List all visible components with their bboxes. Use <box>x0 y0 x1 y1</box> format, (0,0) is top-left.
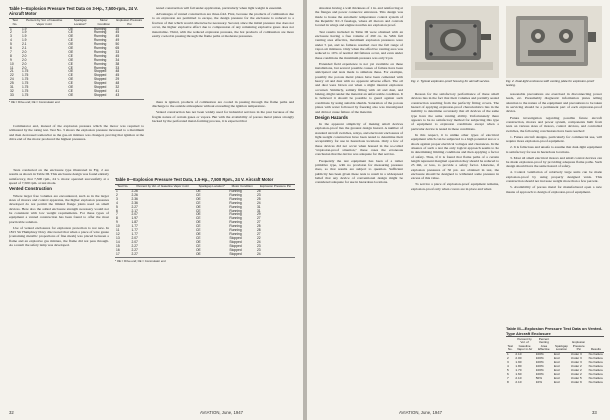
table-3-cell: No Failure <box>588 367 603 372</box>
paragraph: 5. Availability of porous metal for manufactured open a new means of approach to design of explosion-proof equipment. <box>506 185 602 194</box>
table-3-cell: End <box>553 379 560 384</box>
table-3-cell: Under 3 <box>570 352 582 357</box>
table-2-cell: OE <box>195 231 201 236</box>
table-1-cell: 41 <box>115 89 120 93</box>
table-3-cell: 100% <box>535 352 544 357</box>
table-2-cell: 17 <box>116 251 120 256</box>
table-3-cell: 1.70 <box>515 367 522 372</box>
table-2-cell: CE <box>195 192 201 197</box>
figure-1-caption: Fig. 1. Typical explosion-proof housing for aircraft service. <box>411 79 491 83</box>
table-2-cell: Stopped <box>229 239 242 244</box>
table-1-cell: 31 <box>10 85 14 90</box>
table-3-cell: 6 <box>507 371 509 376</box>
table-2 <box>115 177 295 263</box>
table-1-cell: 3 <box>10 34 12 39</box>
table-1-cell: CE <box>68 61 74 66</box>
table-2-cell: Running <box>229 231 242 236</box>
table-3-cell: 8 <box>507 379 509 384</box>
paragraph: Test results included in Table III were obtained with an enclosure having a free volume of 290 cu. in. With full venting area effective, maximum explosion pressures were under 5 psi, and no failures resulted over the full range of vapor-air mixtures. Only when the effective venting area was reduced to 10% of normal did failures occur, and even under these conditions the maximum pressure was only 9 psi. <box>315 29 403 60</box>
paragraph: Commutator end, instead of the explosion pressure which the motor was required to withstand by the rating test. Test No. 3 shows the explosion pressure increased to a maximum and then decreased somewhat as the gas-air mixture was changed, proving that ignition at the drive end of the motor produced the highest pressures. <box>9 124 144 142</box>
table-2-cell: Running <box>229 200 242 205</box>
table-1-cell: OE <box>68 69 74 74</box>
table-2-cell: OE <box>195 220 201 225</box>
left-col2-mid-text <box>152 100 294 125</box>
table-1-cell: OE <box>68 42 74 47</box>
table-3-cell: 1.60 <box>515 371 522 376</box>
table-2-cell: 12 <box>116 231 120 236</box>
table-2-cell: CE <box>195 243 201 248</box>
paragraph: situation having a wall thickness of 1 in. and reinforcing at the flanges and power connector entrances. This design was made to house the automatic temperature control system of the Republic XC-3 fuselage, where all motors and controls located in wings and engine nacelles are explosion proof. <box>315 6 403 28</box>
table-1-cell: Stopped <box>94 73 107 78</box>
table-1-cell: 25 <box>10 81 14 86</box>
table-3-header: Percent by Vol. of Gasoline Vapor in Air <box>514 337 534 353</box>
paragraph: In this respect, it is unlike other types of electrical equipment which can be subjected to a high potential test or a shock against proper electrical voltages and clearances. In the absence of such a test the only logical approach seems to lie in determining limiting conditions and then applying a factor of safety. Thus, if it is found that flame paths of a certain length represent marginal operation they should be reduced to 25 mil, or less, to provide a safety factor. Likewise, if explosion pressures of 50 psi. are obtained in test, the enclosure should be designed to withstand some pressure in excess of this value. <box>411 132 499 181</box>
table-1-cell: Running <box>94 38 107 43</box>
table-2-cell: 29 <box>256 212 261 217</box>
right-page-journal: AVIATION, June, 1947 <box>399 410 443 415</box>
table-2-cell: 27 <box>256 220 261 225</box>
table-1-cell: OE <box>68 46 74 51</box>
table-2-cell: 13 <box>116 235 120 240</box>
table-3-cell: 3 <box>507 360 509 364</box>
table-3-cell: 100% <box>535 363 544 368</box>
table-2-cell: 24 <box>256 200 261 205</box>
table-2-cell: 1.77 <box>131 231 138 236</box>
table-1-cell: 29 <box>115 77 120 82</box>
table-1-cell: 2.0 <box>21 57 27 62</box>
table-2-cell: 2.17 <box>131 208 138 213</box>
table-3-cell: Under 9 <box>570 379 582 384</box>
table-3-cell: 100% <box>535 356 544 361</box>
table-2-cell: 23 <box>256 247 261 252</box>
paragraph: 2. It is fallacious and unsafe to assume that dual-light equipment is satisfactory for use in hazardous locations. <box>506 145 602 154</box>
paragraph: Reason for the satisfactory performance of these small devices lies in the fact that their volumes and partially sealed construction resulting from the perfectly fitting covers. The hazard of applying explosion-proof characteristics lies in the inability to determine accurately that all devices of the same type have the same venting ability. Unfortunately there appears to be no satisfactory method for subjecting this type of equipment to explosion conditions except when a particular device is tested in these conditions. <box>411 92 499 131</box>
table-1-cell: 4 <box>10 38 12 43</box>
table-2-cell: 23 <box>256 192 261 197</box>
table-2-cell: 1.77 <box>131 224 138 229</box>
table-2-header: Sparkgap Location* <box>195 184 228 190</box>
table-1-cell: 1.75 <box>21 89 29 93</box>
table-3-cell: End <box>553 360 560 364</box>
table-2-cell: 2.36 <box>131 200 138 205</box>
table-1-cell: Stopped <box>94 85 107 90</box>
table-3-cell: 100% <box>535 367 544 372</box>
table-2-cell: Running <box>229 224 242 229</box>
table-3-header: Sparkgap Location <box>553 337 570 353</box>
right-page-number: 33 <box>592 410 597 415</box>
table-1-cell: 43 <box>115 92 120 97</box>
paragraph: Extended field experience is not yet available on these installations, but several possible causes of failure have been anticipated and tests made to simulate these. For example, possibly the porous metal plates have been cemented with heavy oil and dust with no apparent adverse effect. The oil and dust were blown out when a slight internal explosion occurred. Similarly, salinity filling with oil and dust, and baking, might render the material an unfavorable condition. It is believed it should be possible to guard against such conditions by using suitable shields. Saturation of the porous plates with water followed by freezing also was investigated and did not cause failure of the material. <box>315 61 403 114</box>
table-3-cell: Under 2 <box>570 371 582 376</box>
table-1-cell: OE <box>68 26 74 31</box>
table-1-cell: CE <box>68 53 74 58</box>
table-2-header: Explosion Pressure Psi <box>256 184 295 190</box>
table-1-cell: CE <box>68 89 74 93</box>
table-2-cell: 25 <box>256 196 261 201</box>
paragraph: tested construction will fail under application, particularly when light weight is essential. <box>156 6 283 10</box>
table-2-cell: OE <box>195 212 201 217</box>
table-1-cell: Running <box>94 46 107 51</box>
table-1-cell: 11 <box>10 65 14 70</box>
paragraph: Tests conducted on the enclosure type illustrated in Fig. 2 are results as shown in Table III. This enclosure design was found entirely satisfactory, that 7,500 rpm., 24 v. motor operated successfully at a speed of 7,500 rpm. at test mode. <box>9 168 109 186</box>
table-2-cell: Running <box>229 204 242 209</box>
table-2-cell: OE <box>195 189 201 193</box>
table-1-cell: 34 <box>115 57 120 62</box>
right-col2-text <box>411 92 499 193</box>
table-3-row <box>506 381 604 385</box>
table-2-cell: 2.07 <box>131 235 138 240</box>
table-2-cell: 2.27 <box>131 204 138 209</box>
table-2-cell: CE <box>195 200 201 205</box>
figure-2-photo <box>506 6 602 78</box>
table-1-cell: 1.75 <box>21 73 29 78</box>
table-1-title: Table I—Explosion Pressure Test Data on 3-Hp., 7,500-rpm., 24 V. Aircraft Motor <box>9 6 138 16</box>
table-1-cell: Running <box>94 26 107 31</box>
table-2-cell: 15 <box>116 243 120 248</box>
table-1 <box>9 6 144 104</box>
table-2-cell: 24 <box>256 251 261 256</box>
table-1-cell: 1.9 <box>21 26 27 31</box>
table-1-cell: 49 <box>115 38 120 43</box>
table-2-cell: 23 <box>256 243 261 248</box>
table-3-cell: 1.80 <box>515 363 522 368</box>
paragraph: 3. Most all small electrical motors and small control devices can be made explosion-proof by providing adequate flame paths. Such design should have the same hazard of safety. <box>506 155 602 169</box>
table-1-cell: Stopped <box>94 69 107 74</box>
table-1-cell: OE <box>68 49 74 54</box>
table-1-cell: 45 <box>115 30 120 35</box>
paragraph: Future investigation regarding possible future aircraft construction, motors and power system, components built from tests on various sizes of motors, control devices, and controlled switches, the following conclusions have been reached: <box>506 115 602 133</box>
table-1-cell: OE <box>68 92 74 97</box>
table-3-cell: End <box>553 371 560 376</box>
table-2-cell: 1.77 <box>131 228 138 233</box>
left-col1-top-text <box>9 124 144 143</box>
table-2-cell: CE <box>195 216 201 221</box>
table-1-cell: 39 <box>115 26 120 31</box>
table-1-cell: 1.75 <box>21 77 29 82</box>
table-2-cell: OE <box>195 239 201 244</box>
table-1-cell: CE <box>68 65 74 70</box>
table-1-cell: 65 <box>115 46 120 51</box>
table-3-cell: 50% <box>535 375 542 380</box>
table-1-cell: 2.0 <box>21 49 27 54</box>
table-2-footnote: * OE = Drive end; CE = Commutator end <box>115 257 295 263</box>
table-1-cell: 1.75 <box>21 92 29 97</box>
table-2-cell: 1.97 <box>131 216 138 221</box>
right-col1-text <box>315 6 403 186</box>
table-2-cell: Running <box>229 212 242 217</box>
table-2-cell: Stopped <box>229 251 242 256</box>
table-2-cell: 2.27 <box>131 247 138 252</box>
paragraph: Advantages of vented construction are three-fold. First, because the products of combustion due to an explosion are permitted to escape, the design pressure for the enclosure is reduced to a fraction of that which would otherwise be necessary. Second, since the initial pressure rise does not occur, the higher explosive effect due to compression of any remaining explosive gases does not materialize. Third, with the reduced explosion pressure, the hot products of combustion are more easily cooled in passing through the flame paths at moderate pressures. <box>152 12 294 38</box>
paragraph: In the apparent simplicity of making small devices explosion-proof lies the greatest design hazard. A number of standard aircraft switches, relays, and electronic enclosures of light-weight construction have been tested to determine their acceptability for use in hazardous locations. Only a few of these devices did not occur when housed in the so-called "explosion-proof situation," these cases the erroneous conclusion that the device was adequate for that service. <box>315 121 403 157</box>
table-1-cell: 45 <box>115 53 120 58</box>
table-2-row <box>115 253 295 257</box>
table-2-grid <box>115 184 295 257</box>
left-page-number: 32 <box>9 410 14 415</box>
table-2-cell: Running <box>229 228 242 233</box>
table-1-cell: 1 <box>10 26 12 31</box>
table-1-cell: 38 <box>115 61 120 66</box>
table-2-cell: 2.26 <box>131 189 138 193</box>
table-2-cell: 2.07 <box>131 239 138 244</box>
table-1-cell: 5 <box>10 42 12 47</box>
table-2-cell: OE <box>195 204 201 209</box>
table-2-cell: 9 <box>116 220 118 225</box>
table-1-cell: CE <box>68 81 74 86</box>
table-3-cell: Under 3 <box>570 360 582 364</box>
table-2-cell: CE <box>195 224 201 229</box>
table-3-header: Test No. <box>506 337 514 353</box>
table-2-cell: Stopped <box>229 243 242 248</box>
table-1-cell: 22 <box>10 73 14 78</box>
table-3-cell: End <box>553 352 560 357</box>
table-1-cell: CE <box>68 73 74 78</box>
table-3-cell: 1 <box>507 352 509 357</box>
table-1-cell: 45 <box>115 34 120 39</box>
table-1-cell: OE <box>68 77 74 82</box>
table-3-cell: No Failure <box>588 375 603 380</box>
table-2-header: Motor Condition <box>228 184 256 190</box>
paragraph: Where larger free volumes are encountered, such as in the larger sizes of motors and control apparatus, the higher explosion pressures developed do not permit the limited flange joints used on small devices. Here also the added enclosure strength necessary would not be consistent with low weight requirements. For these types of equipment a vented construction has been found to offer the most practicable solution. <box>9 193 109 224</box>
table-2-cell: 1.87 <box>131 220 138 225</box>
table-3 <box>506 327 604 384</box>
table-3-cell: No Failure <box>588 360 603 364</box>
table-2-cell: OE <box>195 251 201 256</box>
figure-2-caption: Fig. 2. Dual-light enclosure with venting plate for explosion-proof testing. <box>506 79 595 87</box>
table-2-cell: 6 <box>116 208 118 213</box>
table-3-cell: Under 2 <box>570 367 582 372</box>
table-3-cell: No Failure <box>588 363 603 368</box>
table-2-cell: 27 <box>256 231 261 236</box>
table-2-cell: OE <box>195 247 201 252</box>
table-1-cell: 1.9 <box>21 34 27 39</box>
table-3-header: Percent Venting Area Effective <box>535 337 553 353</box>
table-1-cell: 8 <box>10 53 12 58</box>
table-1-cell: 1.9 <box>21 30 27 35</box>
table-1-grid <box>9 18 144 98</box>
table-2-cell: Running <box>229 189 242 193</box>
table-2-cell: 28 <box>256 228 261 233</box>
table-1-cell: 32 <box>115 85 120 90</box>
table-1-cell: 21 <box>10 69 14 74</box>
table-1-cell: 48 <box>115 69 120 74</box>
table-3-cell: 100% <box>535 360 544 364</box>
table-1-cell: Running <box>94 30 107 35</box>
table-1-cell: 33 <box>10 92 14 97</box>
table-2-cell: 10 <box>116 224 120 229</box>
table-2-cell: OE <box>195 196 201 201</box>
table-1-cell: Stopped <box>94 92 107 97</box>
table-1-cell: 2.0 <box>21 65 27 70</box>
table-3-cell: Under 3 <box>570 356 582 361</box>
left-col1-lower <box>9 168 109 249</box>
table-2-cell: 27 <box>256 216 261 221</box>
table-1-header: Percent by Vol. of Gasoline Vapor in Air <box>21 18 67 27</box>
table-1-cell: 1.75 <box>21 85 29 90</box>
table-2-cell: 8 <box>116 216 118 221</box>
table-2-header: Test No. <box>115 184 130 190</box>
table-3-cell: Under 2 <box>570 363 582 368</box>
table-1-cell: Stopped <box>94 81 107 86</box>
table-3-cell: 7 <box>507 375 509 380</box>
table-1-cell: Stopped <box>94 89 107 93</box>
table-1-cell: 32 <box>10 89 14 93</box>
table-3-grid <box>506 336 604 384</box>
table-2-cell: 2.26 <box>131 192 138 197</box>
table-2-cell: Running <box>229 196 242 201</box>
table-2-cell: Stopped <box>229 235 242 240</box>
table-2-cell: 7 <box>116 212 118 217</box>
table-3-cell: 1.90 <box>515 360 522 364</box>
table-2-cell: 2 <box>116 192 118 197</box>
table-3-cell: 4 <box>507 363 509 368</box>
table-2-cell: 2.36 <box>131 196 138 201</box>
table-3-cell: End <box>553 363 560 368</box>
table-1-cell: Running <box>94 53 107 58</box>
table-2-cell: 24 <box>256 239 261 244</box>
table-3-cell: End <box>553 356 560 361</box>
table-1-cell: 2 <box>10 30 12 35</box>
table-2-cell: Stopped <box>229 247 242 252</box>
table-3-cell: No Failure <box>588 352 603 357</box>
table-1-cell: 2.0 <box>21 61 27 66</box>
table-2-cell: Running <box>229 220 242 225</box>
paragraph: 1. Future aircraft designs, particularly for commercial use, will require more explosion-proof equipment. <box>506 134 602 144</box>
table-1-cell: CE <box>68 38 74 43</box>
table-3-cell: 2.10 <box>515 352 522 357</box>
table-1-cell: 9 <box>10 57 12 62</box>
table-1-cell: 1.9 <box>21 38 27 43</box>
table-1-header: Motor Condition <box>93 18 115 27</box>
table-3-cell: 10% <box>535 379 542 384</box>
table-2-cell: 4 <box>116 200 118 205</box>
table-1-cell: 33 <box>115 65 120 70</box>
table-2-cell: Running <box>229 208 242 213</box>
table-2-cell: 31 <box>256 204 261 209</box>
vented-construction-heading: Vented Construction <box>9 186 52 192</box>
table-2-cell: 2.27 <box>131 251 138 256</box>
table-2-cell: 2.27 <box>131 243 138 248</box>
table-1-cell: 24 <box>10 77 14 82</box>
table-1-cell: Running <box>94 34 107 39</box>
paragraph: there is ignited, products of combustion are cooled in passing through the flame paths and discharge to the outside atmosphere without exceeding the ignition temperature. <box>152 100 294 109</box>
table-3-cell: 2.10 <box>515 379 522 384</box>
vented-enclosure-image <box>506 6 602 78</box>
table-1-footnote: * OE = Drive end; CE = Commutator end <box>9 99 144 105</box>
table-1-cell: CE <box>68 30 74 35</box>
table-3-cell: 2.10 <box>515 375 522 380</box>
table-1-cell: 2.1 <box>21 46 27 51</box>
paragraph: reasonable precautions are exercised in disconnecting power leads, etc. Presumably diagnostic information plates telling attention to the nature of the equipment and precautions to be taken in servicing should be a permanent part of each explosion-proof device. <box>506 92 602 114</box>
table-1-header: Sparkgap Location* <box>67 18 93 27</box>
paragraph: Frequently the test equipment has been of a rather primitive type, with no provision for measuring pressure rises, so that results are subject to question. Sufficient publicity has been given these tests to result in a widespread belief that any device of conventional design might be considered adequate for use in hazardous locations. <box>315 158 403 185</box>
table-2-cell: 14 <box>116 239 120 244</box>
table-2-cell: CE <box>195 228 201 233</box>
table-1-cell: OE <box>68 85 74 90</box>
table-1-cell: 2.0 <box>21 53 27 58</box>
paragraph: 4. Control ventilation of relatively large units can be made explosion-proof by using properly designed vents. This construction should not increase weight more than a few percent. <box>506 170 602 184</box>
table-3-header: Results <box>588 337 604 353</box>
table-1-cell: 45 <box>115 73 120 78</box>
table-3-cell: No Failure <box>588 356 603 361</box>
explosion-proof-housing-image <box>411 6 499 78</box>
table-3-cell: 2.00 <box>515 356 522 361</box>
table-2-cell: 11 <box>116 228 120 233</box>
table-1-cell: 1.75 <box>21 81 29 86</box>
table-1-cell: Running <box>94 49 107 54</box>
table-1-row <box>9 94 144 98</box>
table-1-cell: OE <box>68 34 74 39</box>
table-1-cell: Running <box>94 65 107 70</box>
table-1-cell: 33 <box>115 49 120 54</box>
table-3-cell: End <box>553 367 560 372</box>
table-1-cell: OE <box>68 57 74 62</box>
table-2-cell: 25 <box>256 189 261 193</box>
table-2-cell: 5 <box>116 204 118 209</box>
table-2-cell: CE <box>195 235 201 240</box>
table-1-header: Test No. <box>9 18 21 27</box>
table-2-cell: 22 <box>256 235 261 240</box>
table-2-cell: Running <box>229 216 242 221</box>
table-3-cell: No Failure <box>588 379 603 384</box>
table-2-cell: 3 <box>116 196 118 201</box>
table-2-cell: CE <box>195 208 201 213</box>
table-3-cell: Under 5 <box>570 375 582 380</box>
table-3-cell: 2 <box>507 356 509 361</box>
table-2-cell: 25 <box>256 224 261 229</box>
table-3-cell: 5 <box>507 367 509 372</box>
table-1-cell: Running <box>94 42 107 47</box>
table-2-cell: Running <box>229 192 242 197</box>
table-1-cell: 2.1 <box>21 42 27 47</box>
figure-1-photo <box>411 6 499 78</box>
table-1-cell: 6 <box>10 46 12 51</box>
right-page <box>307 0 610 420</box>
paragraph: To service a piece of explosion-proof equipment remains, explosion-proof only when covers are in place and when <box>411 182 499 191</box>
table-2-cell: 31 <box>256 208 261 213</box>
table-1-cell: 7 <box>10 49 12 54</box>
right-col3-text <box>506 92 602 196</box>
table-3-cell: No Failure <box>588 371 603 376</box>
table-1-cell: 50 <box>115 42 120 47</box>
paragraph: Vented construction has not been widely used for industrial services in the past because of the fragile nature of certain gases or vapors. But with the availability of porous metal plates strongly backed by the perforated metal-forming process, it is expected that <box>152 110 294 124</box>
table-1-cell: 1.75 <box>21 69 29 74</box>
table-2-cell: 2.07 <box>131 212 138 217</box>
table-3-header: Explosion Pressure Psi <box>570 337 588 353</box>
table-1-header: Explosion Pressure Psi <box>116 18 143 26</box>
table-1-cell: Running <box>94 61 107 66</box>
table-2-header: Percent by Vol. of Gasoline Vapor in Air <box>130 184 195 190</box>
table-3-cell: 100% <box>535 371 544 376</box>
table-1-cell: 48 <box>115 81 120 86</box>
table-1-cell: Running <box>94 57 107 62</box>
left-page <box>0 0 303 420</box>
design-hazards-heading: Design Hazards <box>315 114 348 120</box>
table-3-cell: End <box>553 375 560 380</box>
paragraph: Use of vented enclosures for explosion protection is not new. In 1815 Sir Humphrey Davy discovered that when a piece of wire gauze (containing metallic proportions of fine mesh) was placed between a flame and an explosive gas mixture, the flame did not pass through. As a result the safety lamp was developed. <box>9 225 109 248</box>
left-page-journal: AVIATION, June, 1947 <box>200 410 244 415</box>
left-col2-top-text <box>152 6 294 40</box>
table-2-cell: 1 <box>116 189 118 193</box>
table-3-title: Table III—Explosion Pressure Test Data on Vented-Type Aircraft Enclosure <box>506 326 603 336</box>
table-2-title: Table II—Explosion Pressure Test Data, 1.5-Hp., 7,500 Rpm., 24 V. Aircraft Motor <box>115 177 274 182</box>
table-1-cell: Stopped <box>94 77 107 82</box>
table-1-cell: 10 <box>10 61 14 66</box>
table-2-cell: 16 <box>116 247 120 252</box>
